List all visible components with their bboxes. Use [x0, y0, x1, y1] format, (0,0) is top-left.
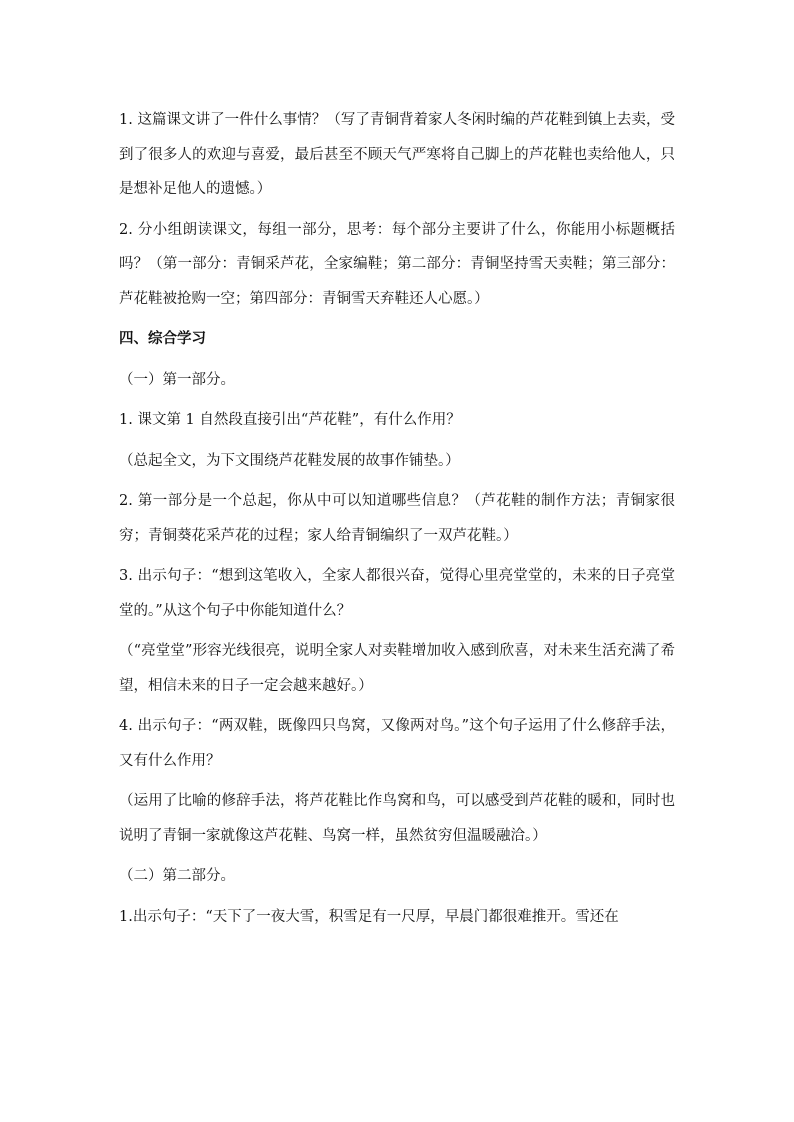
part1-answer-3: （“亮堂堂”形容光线很亮，说明全家人对卖鞋增加收入感到欣喜，对未来生活充满了希望，相信未来的日子一定会越来越好。） — [119, 643, 675, 694]
subsection-1-title: （一）第一部分。 — [119, 371, 235, 388]
part1-question-4: 4. 出示句子：“两双鞋，既像四只鸟窝，又像两对鸟。”这个句子运用了什么修辞手法，又有什么作用？ — [119, 718, 675, 769]
section-heading: 四、综合学习 — [119, 331, 206, 347]
part1-question-3: 3. 出示句子：“想到这笔收入，全家人都很兴奋，觉得心里亮堂堂的，未来的日子亮堂堂的。”从这个句子中你能知道什么？ — [119, 568, 675, 619]
subsection-2-title: （二）第二部分。 — [119, 868, 235, 884]
document-body — [119, 103, 675, 940]
part1-question-2: 2. 第一部分是一个总起，你从中可以知道哪些信息？（芦花鞋的制作方法；青铜家很穷；青铜葵花采芦花的过程；家人给青铜编织了一双芦花鞋。） — [119, 493, 675, 544]
question-2-sections: 2. 分小组朗读课文，每组一部分，思考：每个部分主要讲了什么，你能用小标题概括吗？（第一部分：青铜采芦花，全家编鞋；第二部分：青铜坚持雪天卖鞋；第三部分：芦花鞋被抢购一空；第四部分：青铜雪天弃鞋还人心愿。） — [119, 221, 675, 307]
part1-answer-1: （总起全文，为下文围绕芦花鞋发展的故事作铺垫。） — [119, 452, 460, 469]
question-1-summary: 1. 这篇课文讲了一件什么事情？（写了青铜背着家人冬闲时编的芦花鞋到镇上去卖，受到了很多人的欢迎与喜爱，最后甚至不顾天气严寒将自己脚上的芦花鞋也卖给他人，只是想补足他人的遗憾。） — [119, 112, 675, 197]
part1-question-1: 1. 课文第 1 自然段直接引出“芦花鞋”，有什么作用？ — [119, 412, 461, 428]
part2-question-1: 1.出示句子：“天下了一夜大雪，积雪足有一尺厚，早晨门都很难推开。雪还在 — [119, 908, 619, 925]
part1-answer-4: （运用了比喻的修辞手法，将芦花鞋比作鸟窝和鸟，可以感受到芦花鞋的暖和，同时也说明了青铜一家就像这芦花鞋、鸟窝一样，虽然贫穷但温暖融洽。） — [119, 793, 675, 844]
